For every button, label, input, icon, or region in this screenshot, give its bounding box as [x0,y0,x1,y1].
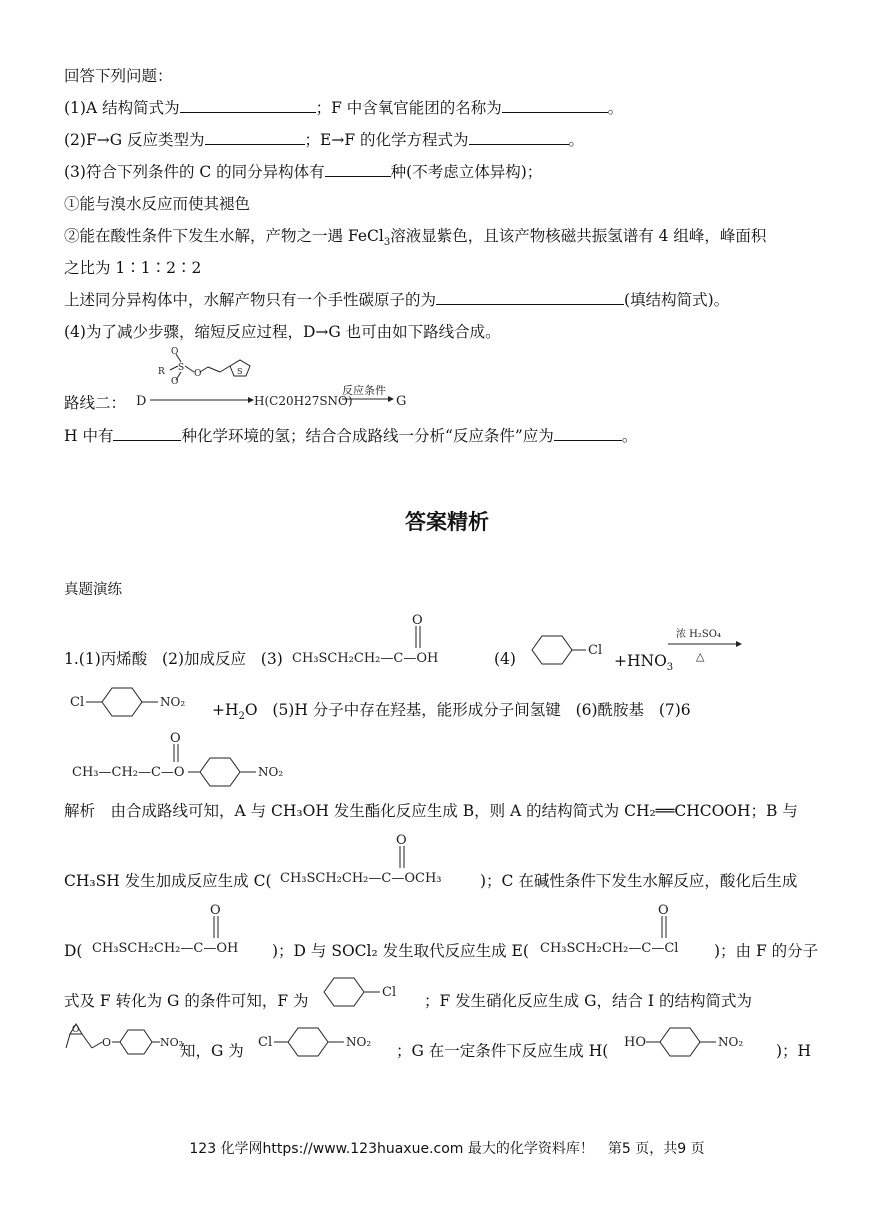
analysis-line-4-end: ；F 发生硝化反应生成 G，结合 I 的结构简式为 [424,992,752,1010]
answer-line-2: $+H_2O$ (5)H 分子中存在羟基，能形成分子间氢键 (6)酰胺基 (7)6 [212,701,691,723]
analysis-line-1: 解析 由合成路线可知，A 与 CH₃OH 发生酯化反应生成 B，则 A 的结构简式为 CH₂══CHCOOH；B 与 [64,802,798,820]
svg-text:NO₂: NO₂ [160,1036,184,1049]
analysis-line-4-start: 式及 F 转化为 G 的条件可知，F 为 [64,992,309,1010]
svg-text:NO₂: NO₂ [160,695,186,709]
structure-c-acid [292,610,482,668]
svg-text:O: O [210,903,221,918]
hno3-text: $+HNO_3$ [614,652,674,674]
answer-4-label: (4) [494,650,516,668]
analysis-line-2-end: )；C 在碱性条件下发生水解反应，酸化后生成 [480,872,798,890]
ester-answer-structure [72,730,332,786]
answer-blank[interactable] [180,97,316,113]
svg-text:O: O [170,731,181,746]
svg-text:Cl: Cl [588,643,603,658]
answer-blank[interactable] [113,425,181,441]
analysis-line-5-end: )；H [776,1042,812,1060]
svg-text:CH₃—CH₂—C—O: CH₃—CH₂—C—O [72,765,185,780]
question-3b: 上述同分异构体中，水解产物只有一个手性碳原子的为 (填结构简式)。 [64,291,730,309]
answer-blank[interactable] [502,97,608,113]
answer-title: 答案精析 [405,510,489,534]
svg-text:S: S [178,363,185,373]
p-chloronitrobenzene-structure [70,680,210,724]
condition-2-ratio: 之比为 1∶1∶2∶2 [64,259,202,277]
svg-text:O: O [658,903,669,918]
condition-1: ①能与溴水反应而使其褪色 [64,195,251,213]
nitration-arrow [666,622,746,666]
svg-text:O: O [171,347,179,357]
analysis-line-5-mid: ；G 在一定条件下反应生成 H( [396,1042,609,1060]
svg-text:NO₂: NO₂ [258,765,284,779]
analysis-line-5-start: 知，G 为 [180,1042,244,1060]
svg-text:O: O [171,377,179,387]
svg-text:O: O [412,613,423,628]
svg-text:CH₃SCH₂CH₂—C—Cl: CH₃SCH₂CH₂—C—Cl [540,941,679,956]
analysis-line-3-start: D( [64,942,83,960]
structure-h-nitrophenol [624,1020,774,1064]
analysis-line-3-mid: )；D 与 SOCl₂ 发生取代反应生成 E( [272,942,529,960]
answer-blank[interactable] [554,425,622,441]
svg-text:Cl: Cl [258,1035,273,1050]
answer-blank[interactable] [469,129,569,145]
answer-blank[interactable] [325,161,391,177]
question-4: (4)为了减少步骤，缩短反应过程，D→G 也可由如下路线合成。 [64,323,501,341]
chlorobenzene-structure [520,628,620,672]
route-end-g: G [396,394,407,409]
svg-text:Cl: Cl [382,985,397,1000]
svg-text:浓 H₂SO₄: 浓 H₂SO₄ [676,629,721,640]
question-3: (3)符合下列条件的 C 的同分异构体有 种(不考虑立体异构)； [64,163,543,181]
structure-f-chlorobenzene [318,970,418,1014]
route-intermediate-h: H(C20H27SNO) [254,394,353,408]
structure-e-acyl-chloride [540,902,720,960]
svg-text:NO₂: NO₂ [346,1035,372,1049]
route-label: 路线二： [64,394,127,412]
svg-text:NO₂: NO₂ [718,1035,744,1049]
route-two-scheme [130,347,430,410]
svg-text:R: R [158,367,165,377]
reaction-condition-label: 反应条件 [342,384,386,397]
answer-blank[interactable] [205,129,305,145]
svg-text:CH₃SCH₂CH₂—C—OH: CH₃SCH₂CH₂—C—OH [92,941,239,956]
structure-c-ester [280,832,480,890]
route-start-d: D [136,394,147,409]
svg-text:S: S [237,367,243,376]
question-1: (1)A 结构简式为 ；F 中含氧官能团的名称为 。 [64,99,624,117]
svg-text:△: △ [696,650,705,663]
svg-text:O: O [194,369,202,379]
svg-text:Cl: Cl [70,695,85,710]
structure-g-chloronitrobenzene [258,1020,398,1064]
question-4b: H 中有 种化学环境的氢；结合合成路线一分析“反应条件”应为 。 [64,427,638,445]
condition-2: ②能在酸性条件下发生水解，产物之一遇 FeCl$_3$溶液显紫色，且该产物核磁共振氢谱有 4 组峰，峰面积 [64,227,767,249]
svg-text:O: O [396,833,407,848]
analysis-line-2-start: CH₃SH 发生加成反应生成 C( [64,872,272,890]
svg-text:HO: HO [624,1035,646,1050]
svg-text:CH₃SCH₂CH₂—C—OCH₃: CH₃SCH₂CH₂—C—OCH₃ [280,871,442,886]
svg-text:O: O [72,1025,80,1035]
svg-text:CH₃SCH₂CH₂—C—OH: CH₃SCH₂CH₂—C—OH [292,651,439,666]
page-footer: 123 化学网https://www.123huaxue.com 最大的化学资料库！ 第5 页，共9 页 [189,1141,705,1157]
analysis-line-3-end: )；由 F 的分子 [714,942,819,960]
question-2: (2)F→G 反应类型为 ；E→F 的化学方程式为 。 [64,131,585,149]
structure-d-acid [92,902,282,960]
answer-line-1: 1.(1)丙烯酸 (2)加成反应 (3) [64,650,283,668]
structure-i-epoxide [62,1020,192,1064]
intro-text: 回答下列问题： [64,67,173,85]
svg-text:O: O [102,1036,112,1049]
answer-blank[interactable] [436,289,624,305]
section-heading: 真题演练 [64,582,122,598]
